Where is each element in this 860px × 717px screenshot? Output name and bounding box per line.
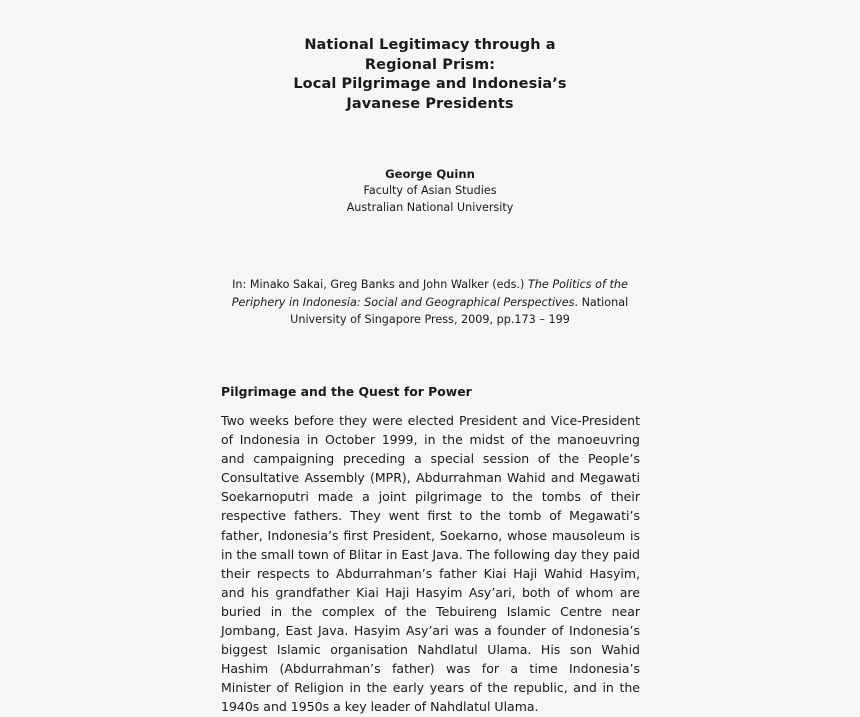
body-paragraph: Two weeks before they were elected President and Vice-President of Indonesia in October 1999, in the midst of the manoeuvring and campaigning preceding a special session of the People’s Consultative Assembly (MPR), Abdurrahman Wahid and Megawati Soekarnoputri made a joint pilgrimage to the tombs of their respective fathers. They went first to the tomb of Megawati’s father, Indonesia’s first President, Soekarno, whose mausoleum is in the small town of Blitar in East Java. The following day they paid their respects to Abdurrahman’s father Kiai Haji Wahid Hasyim, and his grandfather Kiai Haji Hasyim Asy’ari, both of whom are buried in the complex of the Tebuireng Islamic Centre near Jombang, East Java. Hasyim Asy’ari was a founder of Indonesia’s biggest Islamic organisation Nahdlatul Ulama. His son Wahid Hashim (Abdurrahman’s father) was for a time Indonesia’s Minister of Religion in the early years of the republic, and in the 1940s and 1950s a key leader of Nahdlatul Ulama. [221,413,640,715]
citation-book-title: The Politics of the Periphery in Indonesia: Social and Geographical Perspectives [231,278,628,309]
author-affiliation-university: Australian National University [346,200,514,214]
section-heading: Pilgrimage and the Quest for Power [221,384,472,399]
title-line-4: Javanese Presidents [346,95,514,112]
publication-citation [228,276,632,329]
title-line-3: Local Pilgrimage and Indonesia’s [293,76,567,92]
paper-title [0,36,860,114]
author-name: George Quinn [385,167,475,181]
citation-prefix: In: Minako Sakai, Greg Banks and John Walker (eds.) [232,278,528,291]
author-affiliation-faculty: Faculty of Asian Studies [363,184,497,197]
title-line-1: National Legitimacy through a [304,37,556,53]
author-block [0,166,860,216]
citation-suffix: . National University of Singapore Press, 2009, pp.173 – 199 [290,295,629,326]
body-text [221,411,640,717]
title-line-2: Regional Prism: [364,56,496,73]
